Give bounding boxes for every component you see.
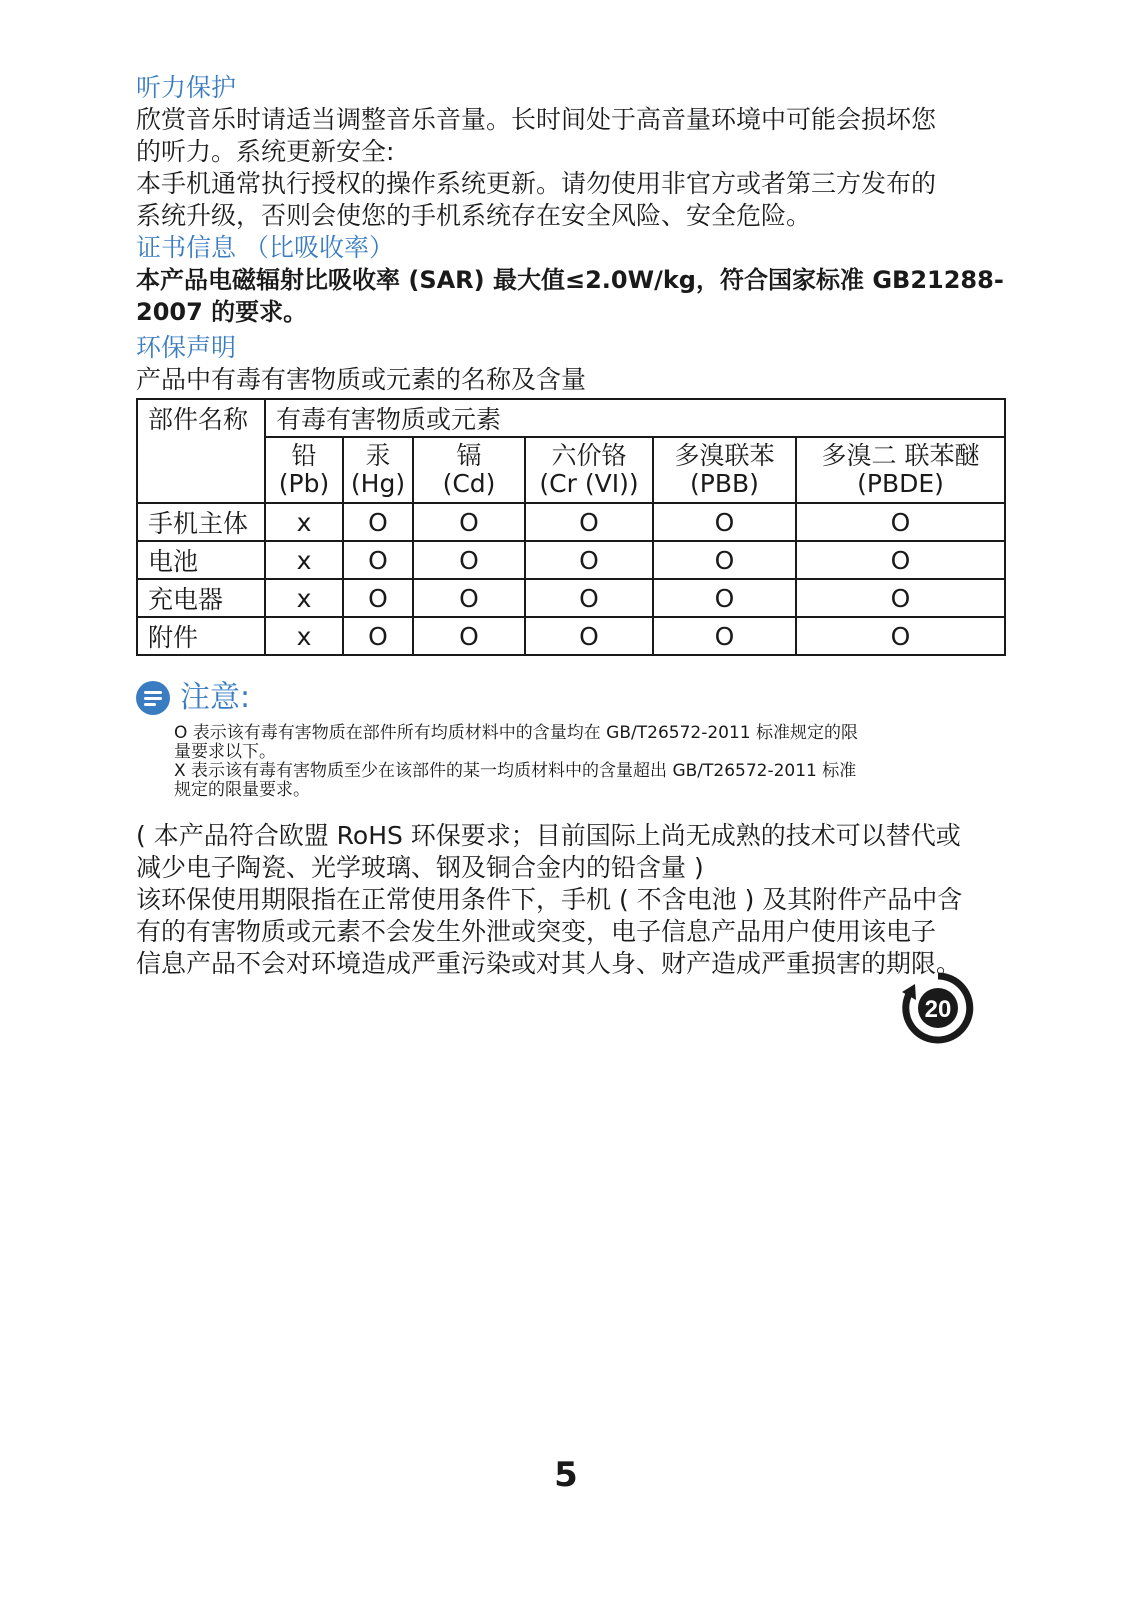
substance-symbol: (Cr (VI)) xyxy=(539,469,639,498)
rohs-line: ( 本产品符合欧盟 RoHS 环保要求；目前国际上尚无成熟的技术可以替代或 xyxy=(136,821,961,850)
table-cell: O xyxy=(796,503,1005,541)
substance-zh: 多溴二 联苯醚 xyxy=(821,441,980,470)
hearing-line: 系统升级，否则会使您的手机系统存在安全风险、安全危险。 xyxy=(136,201,812,230)
table-cell: O xyxy=(796,579,1005,617)
table-cell: O xyxy=(413,503,525,541)
table-cell: O xyxy=(413,617,525,655)
part-name: 手机主体 xyxy=(137,503,265,541)
table-cell: x xyxy=(265,541,343,579)
table-row xyxy=(137,579,1005,617)
substance-zh: 镉 xyxy=(456,441,482,470)
table-cell: x xyxy=(265,503,343,541)
table-row xyxy=(137,503,1005,541)
substance-symbol: (Cd) xyxy=(442,469,496,498)
table-cell: x xyxy=(265,617,343,655)
page-number: 5 xyxy=(554,1455,578,1495)
epup-label: 20 xyxy=(924,996,952,1023)
substance-zh: 铅 xyxy=(291,441,317,470)
substance-header-pb xyxy=(265,437,343,503)
table-cell: O xyxy=(525,617,653,655)
certificate-line: 2007 的要求。 xyxy=(136,298,308,326)
rohs-line: 信息产品不会对环境造成严重污染或对其人身、财产造成严重损害的期限。 xyxy=(136,949,962,978)
table-caption: 产品中有毒有害物质或元素的名称及含量 xyxy=(136,365,587,394)
table-cell: O xyxy=(653,541,796,579)
note-header xyxy=(136,680,1004,716)
note-line: X 表示该有毒有害物质至少在该部件的某一均质材料中的含量超出 GB/T26572-2011 标准 xyxy=(174,761,857,781)
substance-symbol: (PBB) xyxy=(690,469,759,498)
hearing-line: 欣赏音乐时请适当调整音乐音量。长时间处于高音量环境中可能会损坏您 xyxy=(136,105,937,134)
rohs-line: 有的有害物质或元素不会发生外泄或突变，电子信息产品用户使用该电子 xyxy=(136,917,937,946)
table-cell: x xyxy=(265,579,343,617)
hearing-line: 的听力。系统更新安全: xyxy=(136,137,395,166)
table-cell: O xyxy=(525,541,653,579)
substance-header-pbde xyxy=(796,437,1005,503)
table-cell: O xyxy=(525,503,653,541)
substance-zh: 多溴联苯 xyxy=(674,441,775,470)
certificate-title: 证书信息 （比吸收率） xyxy=(136,233,394,262)
table-cell: O xyxy=(343,617,413,655)
table-cell: O xyxy=(653,579,796,617)
rohs-paragraph xyxy=(136,820,1004,980)
table-cell: O xyxy=(525,579,653,617)
substance-zh: 汞 xyxy=(365,441,391,470)
epup-20-logo xyxy=(900,970,976,1046)
table-cell: O xyxy=(653,617,796,655)
note-icon xyxy=(136,681,170,715)
note-line: O 表示该有毒有害物质在部件所有均质材料中的含量均在 GB/T26572-2011 标准规定的限 xyxy=(174,723,859,743)
table-cell: O xyxy=(343,541,413,579)
table-row xyxy=(137,541,1005,579)
hazardous-substances-table xyxy=(136,398,1006,656)
part-name: 附件 xyxy=(137,617,265,655)
substance-header-pbb xyxy=(653,437,796,503)
rohs-line: 减少电子陶瓷、光学玻璃、钢及铜合金内的铅含量 ) xyxy=(136,853,704,882)
table-cell: O xyxy=(413,579,525,617)
header-substances-group: 有毒有害物质或元素 xyxy=(265,399,1005,437)
table-cell: O xyxy=(413,541,525,579)
part-name: 充电器 xyxy=(137,579,265,617)
part-name: 电池 xyxy=(137,541,265,579)
substance-symbol: (Hg) xyxy=(350,469,406,498)
substance-zh: 六价铬 xyxy=(551,441,627,470)
note-title: 注意: xyxy=(180,680,251,715)
rohs-line: 该环保使用期限指在正常使用条件下，手机 ( 不含电池 ) 及其附件产品中含 xyxy=(136,885,963,914)
page-content xyxy=(136,72,1004,980)
certificate-line: 本产品电磁辐射比吸收率 (SAR) 最大值≤2.0W/kg，符合国家标准 GB21288- xyxy=(136,266,1004,294)
hearing-line: 本手机通常执行授权的操作系统更新。请勿使用非官方或者第三方发布的 xyxy=(136,169,937,198)
substance-header-hg xyxy=(343,437,413,503)
note-line: 量要求以下。 xyxy=(174,742,276,762)
substance-symbol: (PBDE) xyxy=(857,469,944,498)
substance-symbol: (Pb) xyxy=(278,469,330,498)
substance-header-cd xyxy=(413,437,525,503)
table-cell: O xyxy=(343,503,413,541)
table-cell: O xyxy=(343,579,413,617)
table-cell: O xyxy=(796,541,1005,579)
table-cell: O xyxy=(653,503,796,541)
substance-header-cr xyxy=(525,437,653,503)
hearing-title: 听力保护 xyxy=(136,73,237,102)
note-line: 规定的限量要求。 xyxy=(174,780,310,800)
header-part-name: 部件名称 xyxy=(137,399,265,503)
environment-title: 环保声明 xyxy=(136,333,237,362)
table-cell: O xyxy=(796,617,1005,655)
table-row xyxy=(137,617,1005,655)
